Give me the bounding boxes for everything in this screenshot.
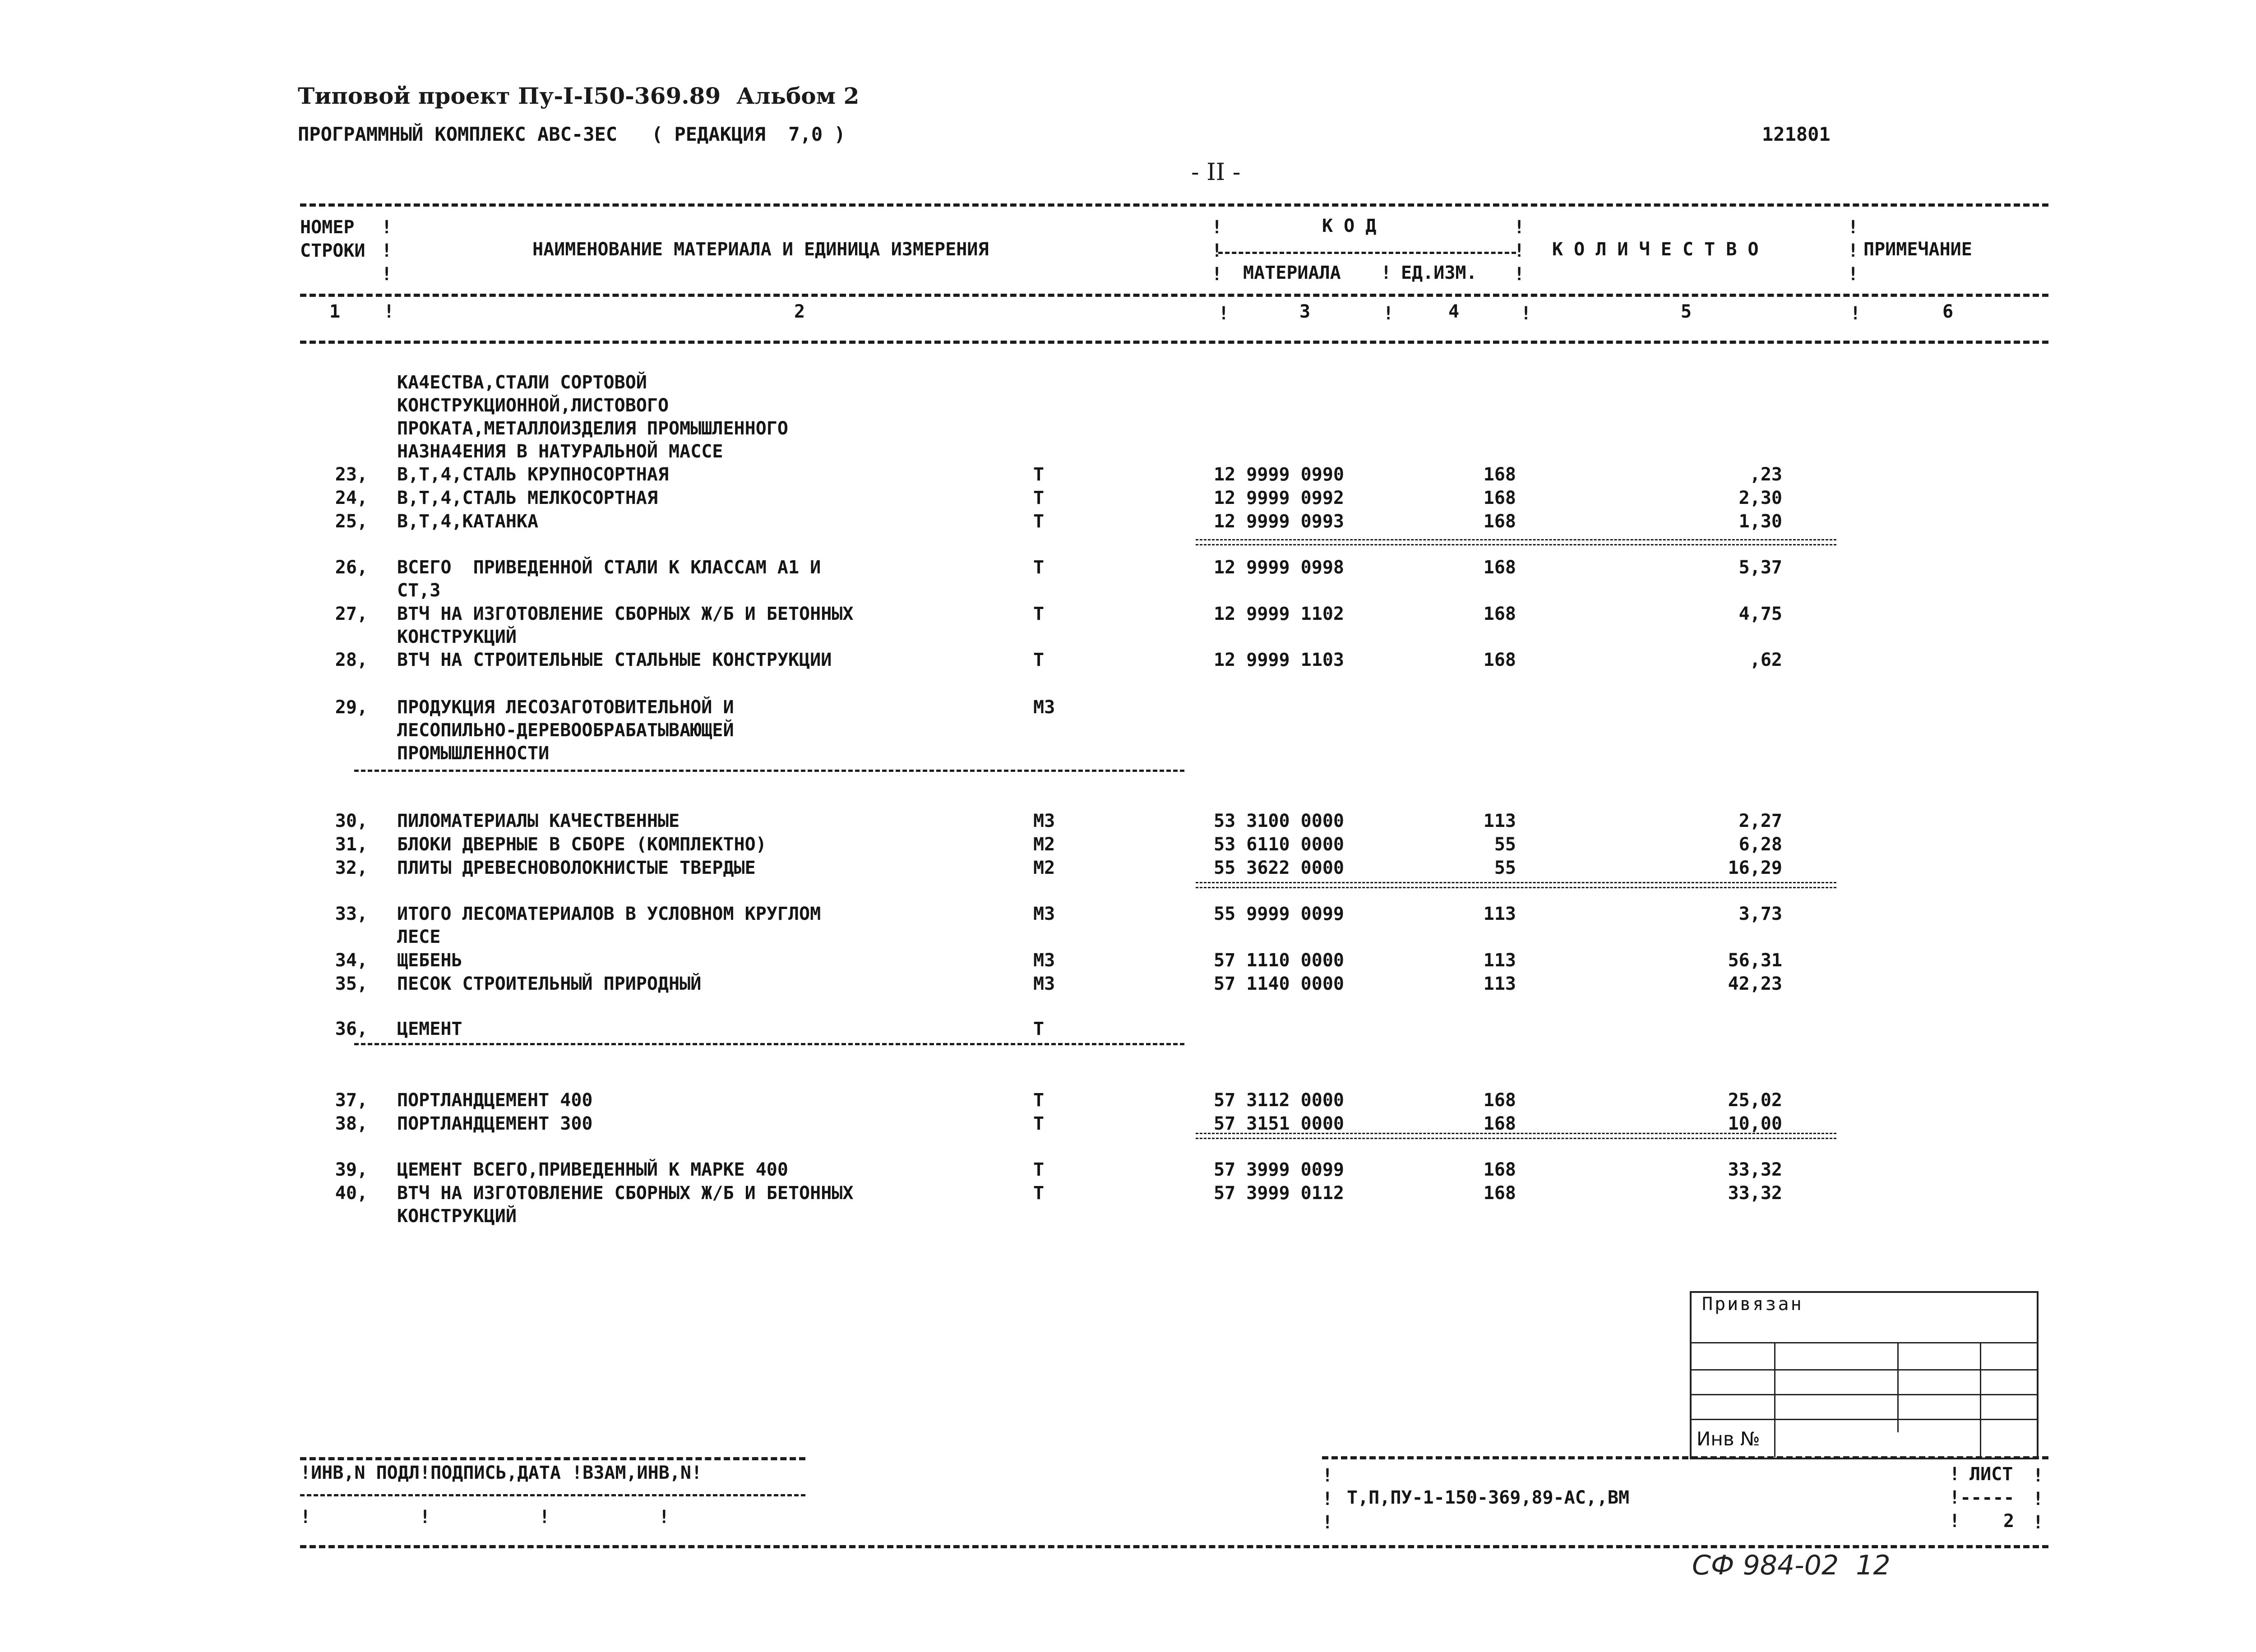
kod-divider <box>1218 252 1516 254</box>
row-unit-code: 113 <box>1483 950 1516 971</box>
row-material-code: 57 3999 0112 <box>1214 1183 1344 1204</box>
intro-line: ПРОКАТА,МЕТАЛЛОИЗДЕЛИЯ ПРОМЫШЛЕННОГО <box>397 418 788 439</box>
row-name: ВТЧ НА СТРОИТЕЛЬНЫЕ СТАЛЬНЫЕ КОНСТРУКЦИИ <box>397 650 832 670</box>
footer-list-divider: !----- <box>1949 1487 2015 1508</box>
stamp-line <box>1690 1394 2037 1395</box>
table-top-rule <box>300 203 2048 207</box>
footer-list-sep-left: ! <box>1949 1511 1960 1532</box>
row-name: ПОРТЛАНДЦЕМЕНТ 400 <box>397 1090 593 1111</box>
row-quantity: 10,00 <box>1728 1113 1782 1134</box>
row-quantity: ,62 <box>1749 650 1782 670</box>
row-quantity: 1,30 <box>1738 511 1782 532</box>
row-unit-code: 113 <box>1483 904 1516 924</box>
row-unit-code: 55 <box>1494 858 1516 878</box>
row-material-code: 55 9999 0099 <box>1214 904 1344 924</box>
row-quantity: 16,29 <box>1728 858 1782 878</box>
row-unit-code: 168 <box>1483 557 1516 578</box>
row-unit-code: 113 <box>1483 811 1516 831</box>
row-name: ВТЧ НА ИЗГОТОВЛЕНИЕ СБОРНЫХ Ж/Б И БЕТОННЫХ <box>397 1183 854 1204</box>
footer-list-text: ЛИСТ <box>1969 1464 2013 1485</box>
col-index-sep: ! <box>1850 303 1861 324</box>
footer-right-top-rule <box>1322 1456 2048 1459</box>
row-unit: Т <box>1033 1113 1045 1134</box>
row-number: 32, <box>335 858 368 878</box>
row-name-continuation: СТ,3 <box>397 580 441 601</box>
row-material-code: 57 3999 0099 <box>1214 1159 1344 1180</box>
project-title: Типовой проект Пу-I-I50-369.89 Альбом 2 <box>298 83 860 109</box>
handwritten-note: СФ 984-02 12 <box>1692 1550 1891 1581</box>
document-code: 121801 <box>1762 123 1831 145</box>
row-number: 33, <box>335 904 368 924</box>
row-number: 31, <box>335 834 368 855</box>
row-unit: М3 <box>1033 811 1055 831</box>
footer-doc-code-sep: ! ! ! <box>1322 1465 1333 1533</box>
row-material-code: 57 1110 0000 <box>1214 950 1344 971</box>
row-quantity: 25,02 <box>1728 1090 1782 1111</box>
row-number: 36, <box>335 1019 368 1039</box>
row-number: 29, <box>335 697 368 718</box>
row-unit-code: 168 <box>1483 464 1516 485</box>
row-number: 34, <box>335 950 368 971</box>
row-name: ЩЕБЕНЬ <box>397 950 462 971</box>
row-name: ВТЧ НА ИЗГОТОВЛЕНИЕ СБОРНЫХ Ж/Б И БЕТОННЫХ <box>397 604 854 624</box>
col-index-sep: ! <box>1218 303 1230 324</box>
col-kod-unit-header: ЕД.ИЗМ. <box>1401 263 1477 283</box>
row-quantity: 6,28 <box>1738 834 1782 855</box>
header-rule <box>300 294 2048 297</box>
row-number: 24, <box>335 488 368 508</box>
header-separators-kod-right: ! ! ! <box>1514 217 1525 285</box>
sum-rule-timber <box>1196 882 1836 888</box>
sum-rule-steel <box>1196 539 1836 545</box>
numbering-rule <box>300 341 2048 344</box>
footer-left-rule <box>300 1494 805 1496</box>
row-unit-code: 168 <box>1483 650 1516 670</box>
row-name: ЦЕМЕНТ ВСЕГО,ПРИВЕДЕННЫЙ К МАРКЕ 400 <box>397 1159 788 1180</box>
row-number: 35, <box>335 974 368 994</box>
row-unit: Т <box>1033 1090 1045 1111</box>
row-quantity: 4,75 <box>1738 604 1782 624</box>
row-number: 40, <box>335 1183 368 1204</box>
row-unit: М3 <box>1033 950 1055 971</box>
row-material-code: 55 3622 0000 <box>1214 858 1344 878</box>
row-unit: Т <box>1033 604 1045 624</box>
row-name: ВСЕГО ПРИВЕДЕННОЙ СТАЛИ К КЛАССАМ А1 И <box>397 557 821 578</box>
stamp-line <box>1690 1419 2037 1420</box>
stamp-col <box>1897 1342 1899 1432</box>
row-number: 26, <box>335 557 368 578</box>
stamp-label: Привязан <box>1702 1294 1803 1315</box>
row-unit: Т <box>1033 1159 1045 1180</box>
row-name-continuation: КОНСТРУКЦИЙ <box>397 1206 517 1227</box>
row-quantity: 42,23 <box>1728 974 1782 994</box>
footer-bottom-rule <box>300 1545 2048 1548</box>
row-unit: М3 <box>1033 697 1055 718</box>
col-index-3: 3 <box>1299 301 1311 322</box>
stamp-line <box>1690 1369 2037 1371</box>
row-name: ПИЛОМАТЕРИАЛЫ КАЧЕСТВЕННЫЕ <box>397 811 680 831</box>
col-index-sep: ! <box>384 301 395 322</box>
row-quantity: 3,73 <box>1738 904 1782 924</box>
row-unit: М2 <box>1033 834 1055 855</box>
footer-list-sep: ! ! ! <box>2033 1465 2044 1533</box>
row-unit-code: 168 <box>1483 1159 1516 1180</box>
row-number: 25, <box>335 511 368 532</box>
intro-line: КА4ЕСТВА,СТАЛИ СОРТОВОЙ <box>397 372 647 393</box>
row-name-continuation: ПРОМЫШЛЕННОСТИ <box>397 743 550 764</box>
row-name: ИТОГО ЛЕСОМАТЕРИАЛОВ В УСЛОВНОМ КРУГЛОМ <box>397 904 821 924</box>
row-name: В,Т,4,СТАЛЬ МЕЛКОСОРТНАЯ <box>397 488 658 508</box>
row-number: 23, <box>335 464 368 485</box>
row-unit-code: 168 <box>1483 511 1516 532</box>
col-index-sep: ! <box>1521 303 1532 324</box>
row-name: ЦЕМЕНТ <box>397 1019 462 1039</box>
col-note-header: ПРИМЕЧАНИЕ <box>1863 239 1972 260</box>
col-qty-header: К О Л И Ч Е С Т В О <box>1552 239 1759 260</box>
header-separators-kod: ! ! ! <box>1211 217 1223 285</box>
row-number: 28, <box>335 650 368 670</box>
group-rule-timber <box>354 770 1184 772</box>
footer-left-header: !ИНВ,N ПОДЛ!ПОДПИСЬ,ДАТА !ВЗАМ,ИНВ,N! <box>300 1463 703 1483</box>
col-index-2: 2 <box>794 301 805 322</box>
row-name: БЛОКИ ДВЕРНЫЕ В СБОРЕ (КОМПЛЕКТНО) <box>397 834 767 855</box>
row-name: ПЛИТЫ ДРЕВЕСНОВОЛОКНИСТЫЕ ТВЕРДЫЕ <box>397 858 756 878</box>
row-number: 38, <box>335 1113 368 1134</box>
col-index-sep: ! <box>1383 303 1394 324</box>
footer-left-cells: ! ! ! ! <box>300 1507 670 1527</box>
row-quantity: 5,37 <box>1738 557 1782 578</box>
row-unit: Т <box>1033 650 1045 670</box>
row-material-code: 12 9999 0992 <box>1214 488 1344 508</box>
row-unit-code: 113 <box>1483 974 1516 994</box>
sum-rule-cement <box>1196 1133 1836 1139</box>
row-material-code: 12 9999 0998 <box>1214 557 1344 578</box>
row-name: ПРОДУКЦИЯ ЛЕСОЗАГОТОВИТЕЛЬНОЙ И <box>397 697 734 718</box>
software-line: ПРОГРАММНЫЙ КОМПЛЕКС АВС-3ЕС ( РЕДАКЦИЯ 7,0 ) <box>298 123 846 145</box>
row-material-code: 12 9999 0990 <box>1214 464 1344 485</box>
intro-line: НАЗНА4ЕНИЯ В НАТУРАЛЬНОЙ МАССЕ <box>397 441 723 462</box>
row-quantity: 56,31 <box>1728 950 1782 971</box>
header-separators-kod-mid: ! <box>1381 263 1392 283</box>
row-material-code: 12 9999 1102 <box>1214 604 1344 624</box>
header-separators: ! ! ! <box>381 217 393 285</box>
row-material-code: 53 3100 0000 <box>1214 811 1344 831</box>
row-unit-code: 168 <box>1483 1183 1516 1204</box>
stamp-col <box>1774 1342 1775 1457</box>
footer-left-rule <box>300 1457 805 1460</box>
row-unit: Т <box>1033 1183 1045 1204</box>
col-name-header: НАИМЕНОВАНИЕ МАТЕРИАЛА И ЕДИНИЦА ИЗМЕРЕНИЯ <box>532 239 989 260</box>
row-name: ПОРТЛАНДЦЕМЕНТ 300 <box>397 1113 593 1134</box>
row-number: 37, <box>335 1090 368 1111</box>
row-unit: Т <box>1033 511 1045 532</box>
row-quantity: ,23 <box>1749 464 1782 485</box>
row-number: 27, <box>335 604 368 624</box>
col-kod-header: К О Д <box>1322 216 1377 236</box>
row-name-continuation: КОНСТРУКЦИЙ <box>397 627 517 647</box>
col-index-6: 6 <box>1942 301 1954 322</box>
header-separators-note: ! ! ! <box>1848 217 1859 285</box>
row-unit-code: 168 <box>1483 604 1516 624</box>
row-quantity: 33,32 <box>1728 1159 1782 1180</box>
col-number-header: НОМЕР СТРОКИ <box>300 217 365 261</box>
row-name-continuation: ЛЕСОПИЛЬНО-ДЕРЕВООБРАБАТЫВАЮЩЕЙ <box>397 720 734 741</box>
row-name: В,Т,4,СТАЛЬ КРУПНОСОРТНАЯ <box>397 464 669 485</box>
group-rule-cement <box>354 1043 1184 1045</box>
row-unit: Т <box>1033 557 1045 578</box>
page-marker: - II - <box>1191 159 1241 186</box>
col-index-1: 1 <box>329 301 341 322</box>
row-unit: М3 <box>1033 974 1055 994</box>
row-unit-code: 168 <box>1483 1090 1516 1111</box>
col-index-4: 4 <box>1448 301 1460 322</box>
row-unit-code: 168 <box>1483 1113 1516 1134</box>
row-name-continuation: ЛЕСЕ <box>397 927 441 947</box>
footer-list-number: 2 <box>2003 1511 2015 1532</box>
stamp-line <box>1690 1342 2037 1343</box>
row-name: В,Т,4,КАТАНКА <box>397 511 539 532</box>
row-material-code: 57 3151 0000 <box>1214 1113 1344 1134</box>
row-unit: Т <box>1033 1019 1045 1039</box>
row-name: ПЕСОК СТРОИТЕЛЬНЫЙ ПРИРОДНЫЙ <box>397 974 702 994</box>
row-material-code: 57 1140 0000 <box>1214 974 1344 994</box>
row-quantity: 33,32 <box>1728 1183 1782 1204</box>
stamp-col <box>1980 1342 1981 1457</box>
col-index-5: 5 <box>1681 301 1692 322</box>
row-material-code: 57 3112 0000 <box>1214 1090 1344 1111</box>
row-unit: М2 <box>1033 858 1055 878</box>
row-material-code: 53 6110 0000 <box>1214 834 1344 855</box>
row-number: 30, <box>335 811 368 831</box>
col-kod-material-header: МАТЕРИАЛА <box>1243 263 1341 283</box>
intro-line: КОНСТРУКЦИОННОЙ,ЛИСТОВОГО <box>397 395 669 416</box>
row-unit: Т <box>1033 464 1045 485</box>
row-unit: М3 <box>1033 904 1055 924</box>
row-unit-code: 168 <box>1483 488 1516 508</box>
row-unit: Т <box>1033 488 1045 508</box>
footer-list-label: ! <box>1949 1464 1960 1485</box>
row-quantity: 2,27 <box>1738 811 1782 831</box>
row-unit-code: 55 <box>1494 834 1516 855</box>
row-number: 39, <box>335 1159 368 1180</box>
row-material-code: 12 9999 0993 <box>1214 511 1344 532</box>
row-quantity: 2,30 <box>1738 488 1782 508</box>
footer-doc-code: Т,П,ПУ-1-150-369,89-АС,,ВМ <box>1347 1487 1630 1508</box>
row-material-code: 12 9999 1103 <box>1214 650 1344 670</box>
stamp-inv-label: Инв № <box>1697 1428 1760 1450</box>
